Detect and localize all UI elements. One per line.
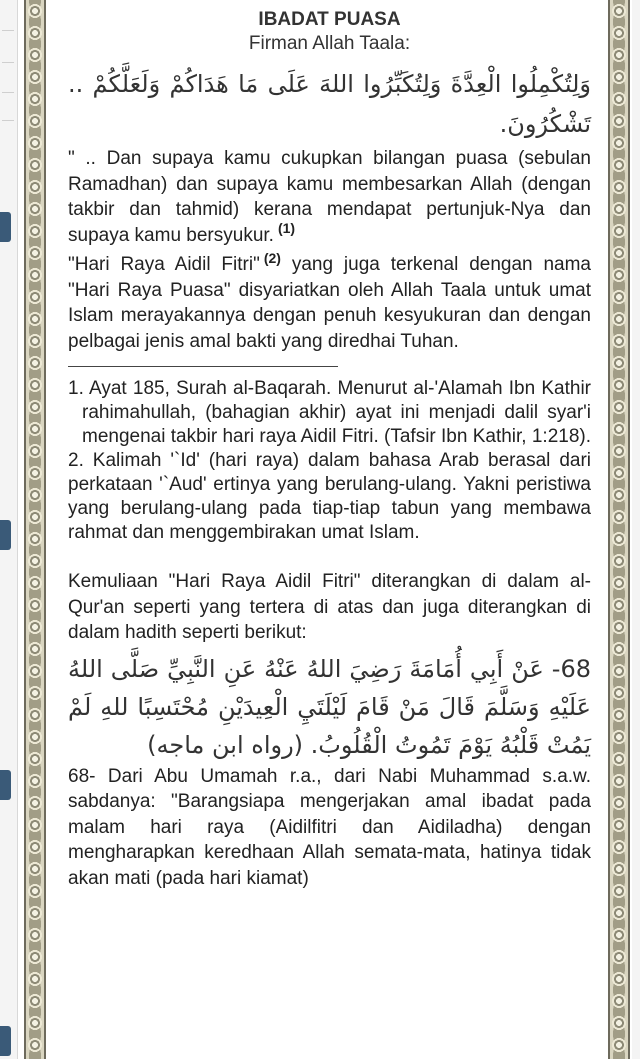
- footnote-divider: [68, 366, 338, 367]
- verse-translation-text: " .. Dan supaya kamu cukupkan bilangan puasa (sebulan Ramadhan) dan supaya kamu membesarkan Allah (dengan takbir dan tahmid) kerana mendapat pertunjuk-Nya dan supaya kamu bersyukur.: [68, 148, 591, 246]
- footnote-ref-2[interactable]: (2): [263, 249, 281, 266]
- quran-verse-arabic: وَلِتُكْمِلُوا الْعِدَّةَ وَلِتُكَبِّرُوا اللهَ عَلَى مَا هَدَاكُمْ وَلَعَلَّكُمْ .. تَشْكُرُونَ.: [68, 70, 591, 138]
- hadith-arabic: 68- عَنْ أَبِي أُمَامَةَ رَضِيَ اللهُ عَنْهُ عَنِ النَّبِيِّ صَلَّى اللهُ عَلَيْهِ وَسَلَّمَ قَالَ مَنْ قَامَ لَيْلَتَيِ الْعِيدَيْنِ مُحْتَسِبًا للهِ لَمْ يَمُتْ قَلْبُهُ يَوْمَ تَمُوتُ الْقُلُوبُ. (رواه ابن ماجه): [68, 654, 591, 759]
- footnote-list: [68, 377, 591, 545]
- page-title: IBADAT PUASA: [258, 9, 401, 30]
- intro-text-after: yang juga terkenal dengan nama "Hari Raya Puasa" disyariatkan oleh Allah Taala untuk umat Islam merayakannya dengan penuh kesyukuran dan dengan pelbagai jenis amal bakti yang diredhai Tuhan.: [68, 254, 592, 352]
- page-tab-marker[interactable]: [0, 1026, 11, 1056]
- verse-translation: [68, 146, 591, 248]
- spacer: [68, 545, 591, 569]
- page-tab-marker[interactable]: [0, 520, 11, 550]
- divider: [2, 30, 14, 31]
- divider: [2, 62, 14, 63]
- page-edge-right: [632, 0, 640, 1059]
- footnote-ref-1[interactable]: (1): [277, 220, 296, 237]
- divider: [2, 92, 14, 93]
- divider: [2, 120, 14, 121]
- ornamental-border-right: [608, 0, 630, 1059]
- page-content: [68, 8, 591, 891]
- kemuliaan-paragraph: Kemuliaan "Hari Raya Aidil Fitri" diterangkan di dalam al-Qur'an seperti yang tertera di atas dan juga diterangkan di dalam hadith seperti berikut:: [68, 571, 591, 643]
- intro-paragraph: [68, 249, 592, 354]
- footnote-item: 2. Kalimah '`Id' (hari raya) dalam bahasa Arab berasal dari perkataan '`Aud' ertinya yang berulang-ulang. Yakni peristiwa yang berulang-ulang pada tiap-tiap tabun yang membawa rahmat dan menggembirakan umat Islam.: [68, 450, 591, 543]
- page-tab-marker[interactable]: [0, 770, 11, 800]
- previous-page-edge: [0, 0, 18, 1059]
- page-tab-marker[interactable]: [0, 212, 11, 242]
- hadith-translation: 68- Dari Abu Umamah r.a., dari Nabi Muhammad s.a.w. sabdanya: "Barangsiapa mengerjakan amal ibadat pada malam hari raya (Aidilfitri dan Aidiladha) dengan mengharapkan keredhaan Allah semata-mata, hatinya tidak akan mati (pada hari kiamat): [68, 765, 591, 889]
- footnote-item: 1. Ayat 185, Surah al-Baqarah. Menurut al-'Alamah Ibn Kathir rahimahullah, (bahagian akhir) ayat ini menjadi dalil syar'i mengenai takbir hari raya Aidil Fitri. (Tafsir Ibn Kathir, 1:218).: [68, 378, 592, 447]
- page-subtitle: Firman Allah Taala:: [248, 33, 411, 54]
- intro-text-before: "Hari Raya Aidil Fitri": [68, 254, 260, 275]
- ornamental-border-left: [24, 0, 46, 1059]
